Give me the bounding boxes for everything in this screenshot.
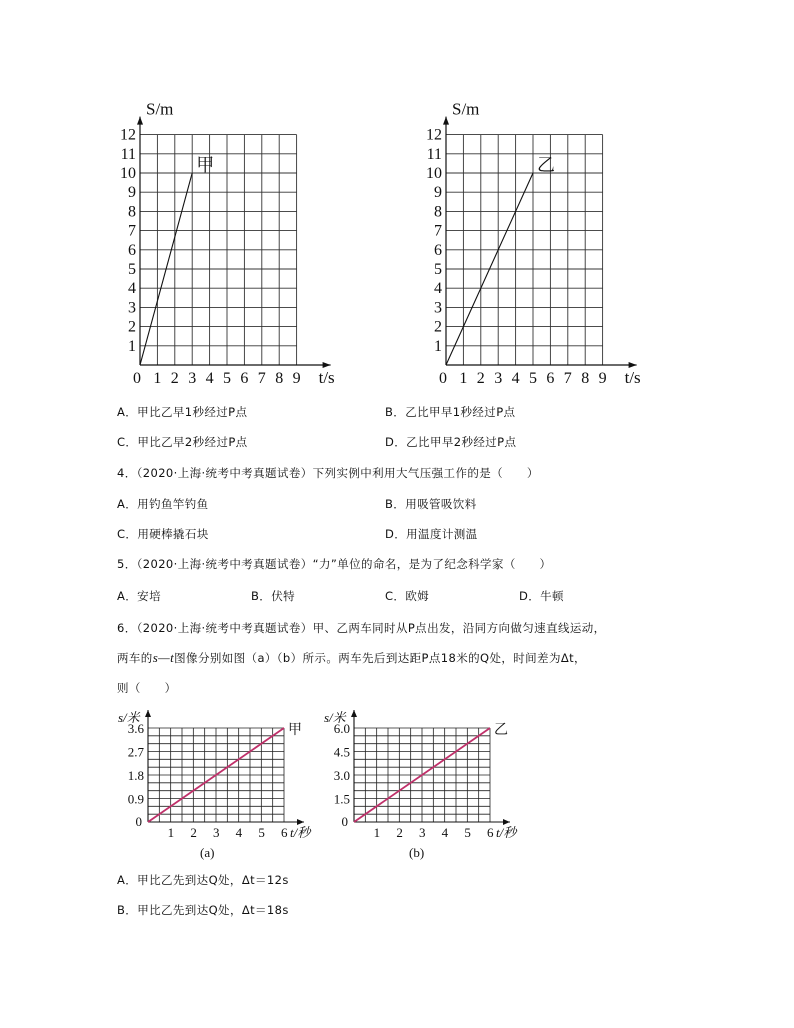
- q6-stem-line1: 6．（2020·上海·统考中考真题试卷）甲、乙两车同时从P点出发，沿同方向做匀速直线运动，: [117, 621, 606, 635]
- top-left-x-tick: 4: [205, 370, 214, 387]
- top-left-y-tick: 6: [128, 241, 136, 259]
- top-right-x-tick: 1: [459, 370, 468, 387]
- top-right-y-tick: 4: [434, 280, 442, 298]
- q4-option-a: A．用钓鱼竿钓鱼: [117, 497, 209, 511]
- top-left-y-arrow-icon: [137, 117, 143, 125]
- q5-option-d: D．牛顿: [519, 589, 564, 603]
- top-right-x-tick: 5: [529, 370, 537, 387]
- top-right-line-tag: 乙: [537, 155, 555, 176]
- top-right-y-tick: 1: [434, 337, 442, 355]
- top-left-x-tick: 7: [257, 370, 266, 387]
- chart-a-x-tick: 6: [281, 825, 288, 840]
- top-right-x-tick: 7: [563, 370, 572, 387]
- chart-a-caption: (a): [200, 845, 215, 860]
- top-left-x-tick: 2: [170, 370, 179, 387]
- chart-b-y-tick: 1.5: [333, 791, 350, 807]
- top-left-y-tick: 3: [128, 299, 136, 317]
- q6-line2-suffix: 图像分别如图（a）（b）所示。两车先后到达距P点18米的Q处，时间差为Δt，: [174, 651, 586, 665]
- q3-option-d: D．乙比甲早2秒经过P点: [385, 435, 517, 449]
- q4-stem: 4．（2020·上海·统考中考真题试卷）下列实例中利用大气压强工作的是（ ）: [117, 466, 539, 480]
- chart-a-y-label: s/米: [118, 710, 140, 725]
- top-right-y-tick: 2: [434, 318, 442, 336]
- q5-option-b: B．伏特: [251, 589, 295, 603]
- q4-option-d: D．用温度计测温: [385, 527, 478, 541]
- top-right-y-tick: 9: [434, 184, 442, 202]
- top-left-x-tick: 9: [292, 370, 301, 387]
- q6-option-b: B．甲比乙先到达Q处，Δt＝18s: [117, 903, 289, 917]
- chart-b-x-tick: 6: [487, 825, 494, 840]
- chart-a-x-tick: 4: [235, 825, 243, 840]
- q5-option-c: C．欧姆: [385, 589, 430, 603]
- top-right-st-chart: [416, 95, 666, 395]
- q6-line2-prefix: 两车的: [117, 651, 153, 665]
- chart-b-st-graph: [318, 700, 523, 845]
- top-left-x-label: t/s: [318, 368, 335, 387]
- chart-b-y-arrow-icon: [351, 710, 357, 717]
- top-right-x-tick: 0: [439, 370, 447, 387]
- chart-b-y-tick: 4.5: [333, 744, 350, 760]
- chart-a-x-tick: 5: [258, 825, 265, 840]
- chart-a-y-tick: 2.7: [127, 744, 144, 760]
- top-left-y-tick: 8: [128, 203, 136, 221]
- q6-st-variable: s—t: [152, 650, 175, 665]
- top-left-x-tick: 8: [275, 370, 284, 387]
- top-right-x-tick: 9: [598, 370, 607, 387]
- top-left-y-tick: 5: [128, 261, 136, 278]
- top-left-y-label: S/m: [146, 99, 174, 119]
- top-left-line-tag: 甲: [196, 155, 215, 176]
- q3-option-a: A．甲比乙早1秒经过P点: [117, 405, 248, 419]
- q5-stem: 5．（2020·上海·统考中考真题试卷）“力”单位的命名，是为了纪念科学家（ ）: [117, 557, 552, 571]
- top-left-y-tick: 2: [128, 318, 136, 336]
- top-right-y-tick: 10: [426, 165, 442, 182]
- top-right-x-tick: 8: [581, 370, 590, 387]
- top-left-x-tick: 0: [133, 370, 141, 387]
- q3-option-b: B．乙比甲早1秒经过P点: [385, 405, 516, 419]
- q4-option-c: C．用硬棒撬石块: [117, 527, 209, 541]
- chart-a-line-tag: 甲: [288, 722, 302, 738]
- top-right-x-tick: 2: [476, 370, 485, 387]
- chart-a-x-tick: 1: [167, 825, 175, 840]
- top-left-x-tick: 1: [153, 370, 162, 387]
- top-right-x-tick: 4: [511, 370, 520, 387]
- top-left-x-tick: 6: [240, 370, 249, 387]
- chart-b-x-label: t/秒: [496, 825, 517, 840]
- chart-a-y-tick: 3.6: [127, 721, 144, 736]
- top-left-y-tick: 4: [128, 280, 136, 298]
- chart-b-caption: (b): [409, 845, 425, 860]
- chart-b-line-tag: 乙: [494, 722, 508, 738]
- chart-b-x-tick: 1: [373, 825, 381, 840]
- top-left-x-tick: 5: [223, 370, 231, 387]
- chart-a-x-tick: 2: [190, 825, 197, 840]
- chart-b-y-tick: 6.0: [333, 721, 350, 736]
- chart-b-x-tick: 3: [419, 825, 426, 840]
- top-right-y-tick: 8: [434, 203, 442, 221]
- top-right-y-tick: 5: [434, 261, 442, 278]
- q4-option-b: B．用吸管吸饮料: [385, 497, 477, 511]
- chart-b-origin-label: 0: [341, 814, 348, 829]
- top-left-y-tick: 7: [128, 222, 136, 240]
- top-right-x-label: t/s: [624, 368, 641, 387]
- chart-a-x-label: t/秒: [290, 825, 311, 840]
- top-right-y-tick: 7: [434, 222, 442, 240]
- q6-stem-line3: 则（ ）: [117, 681, 177, 695]
- top-right-y-tick: 6: [434, 241, 442, 259]
- chart-a-origin-label: 0: [135, 814, 142, 829]
- chart-b-x-tick: 4: [441, 825, 449, 840]
- chart-a-st-graph: [112, 700, 317, 845]
- top-right-y-label: S/m: [452, 99, 480, 119]
- top-right-x-tick: 3: [494, 370, 503, 387]
- q5-option-a: A．安培: [117, 589, 161, 603]
- top-left-y-tick: 9: [128, 184, 136, 202]
- q6-option-a: A．甲比乙先到达Q处，Δt＝12s: [117, 873, 289, 887]
- top-left-y-tick: 12: [120, 126, 136, 144]
- top-left-y-tick: 1: [128, 337, 136, 355]
- top-left-y-tick: 10: [120, 165, 136, 182]
- chart-b-y-label: s/米: [324, 710, 346, 725]
- q3-option-c: C．甲比乙早2秒经过P点: [117, 435, 248, 449]
- top-right-x-tick: 6: [546, 370, 555, 387]
- chart-a-x-tick: 3: [213, 825, 220, 840]
- top-right-y-arrow-icon: [443, 117, 449, 125]
- top-left-y-tick: 11: [120, 145, 136, 163]
- chart-a-y-tick: 0.9: [127, 791, 144, 807]
- top-right-y-tick: 11: [426, 145, 442, 163]
- top-right-y-tick: 12: [426, 126, 442, 144]
- chart-b-y-tick: 3.0: [333, 768, 350, 783]
- chart-a-y-tick: 1.8: [127, 768, 144, 783]
- chart-b-x-tick: 2: [396, 825, 403, 840]
- q6-stem-line2: [117, 650, 586, 666]
- top-right-y-tick: 3: [434, 299, 442, 317]
- chart-b-x-tick: 5: [464, 825, 471, 840]
- top-left-st-chart: [110, 95, 360, 395]
- chart-a-y-arrow-icon: [145, 710, 151, 717]
- top-left-x-tick: 3: [188, 370, 197, 387]
